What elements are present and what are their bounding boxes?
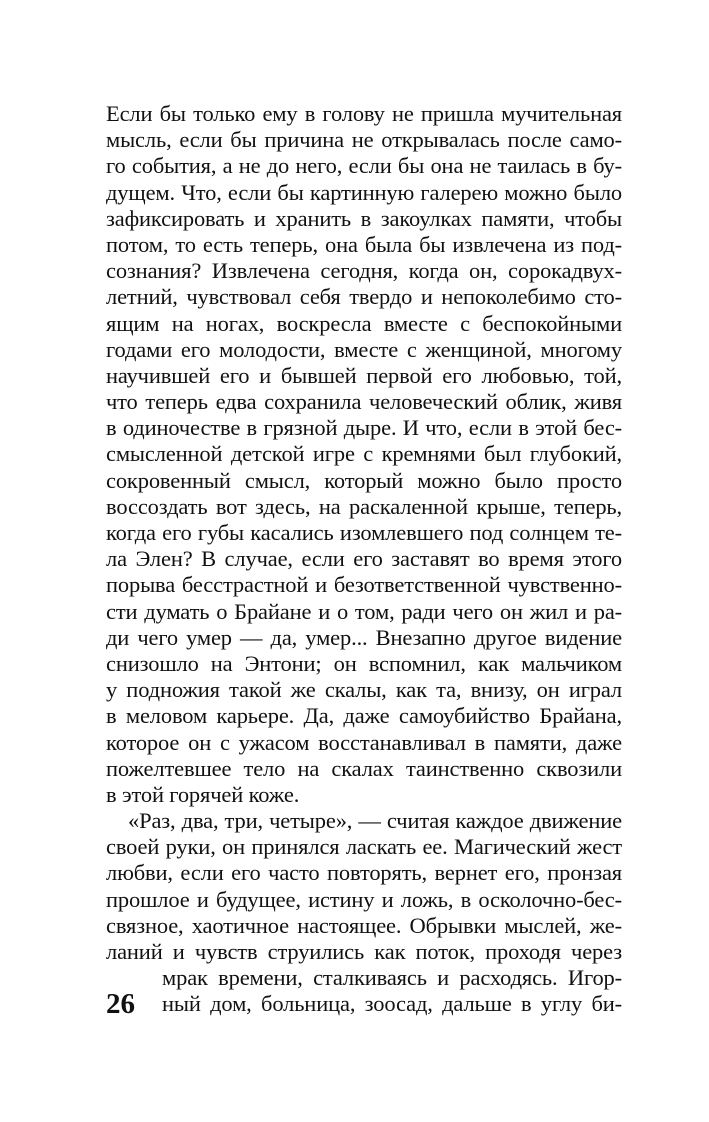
text-line: когда его губы касались изомлевшего под солнцем те-	[106, 520, 622, 545]
text-line: что теперь едва сохранила человеческий облик, живя	[106, 389, 622, 415]
text-line: в этой горячей коже.	[106, 781, 300, 807]
text-line: ди чего умер — да, умер... Внезапно другое видение	[106, 624, 622, 650]
text-line: в меловом карьере. Да, даже самоубийство Брайана,	[106, 703, 622, 729]
text-line: пожелтевшее тело на скалах таинственно сквозили	[106, 755, 622, 781]
text-line: в одиночестве в грязной дыре. И что, если в этой бес-	[106, 415, 622, 441]
body-text	[106, 101, 622, 1018]
text-line: связное, хаотичное настоящее. Обрывки мыслей, же-	[106, 912, 622, 938]
text-line: ящим на ногах, воскресла вместе с беспокойными	[106, 310, 622, 336]
text-line: «Раз, два, три, четыре», — считая каждое движение	[128, 808, 622, 834]
text-line: воссоздать вот здесь, на раскаленной крыше, теперь,	[106, 493, 622, 519]
text-line: любви, если его часто повторять, вернет его, пронзая	[106, 860, 622, 886]
text-line: Если бы только ему в голову не пришла мучительная	[106, 101, 622, 126]
text-line: смысленной детской игре с кремнями был глубокий,	[106, 441, 622, 467]
text-line: летний, чувствовал себя твердо и непоколебимо сто-	[106, 284, 622, 310]
text-line: го события, а не до него, если бы она не таилась в бу-	[106, 153, 622, 179]
text-line: ный дом, больница, зоосад, дальше в углу би-	[162, 991, 622, 1017]
text-line: ланий и чувств струились как поток, проходя через	[106, 939, 622, 964]
text-line: которое он с ужасом восстанавливал в памяти, даже	[106, 729, 622, 755]
text-line: зафиксировать и хранить в закоулках памяти, чтобы	[106, 205, 622, 231]
text-line: мысль, если бы причина не открывалась после само-	[106, 127, 622, 153]
text-line: сознания? Извлечена сегодня, когда он, сорокадвух-	[106, 258, 622, 284]
text-line: дущем. Что, если бы картинную галерею можно было	[106, 179, 622, 205]
page-number: 26	[106, 988, 135, 1020]
text-line: потом, то есть теперь, она была бы извлечена из под-	[106, 231, 622, 257]
text-line: мрак времени, сталкиваясь и расходясь. Игор-	[162, 965, 622, 991]
text-line: сокровенный смысл, который можно было просто	[106, 467, 622, 493]
text-line: ла Элен? В случае, если его заставят во время этого	[106, 546, 622, 572]
text-line: сти думать о Брайане и о том, ради чего он жил и ра-	[106, 598, 622, 624]
text-line: порыва бесстрастной и безответственной чувственно-	[106, 572, 622, 598]
text-line: годами его молодости, вместе с женщиной, многому	[106, 336, 622, 362]
text-line: у подножия такой же скалы, как та, внизу, он играл	[106, 677, 622, 703]
text-line: прошлое и будущее, истину и ложь, в осколочно-бес-	[106, 886, 622, 912]
text-line: снизошло на Энтони; он вспомнил, как мальчиком	[106, 650, 622, 676]
text-line: научившей его и бывшей первой его любовью, той,	[106, 362, 622, 388]
text-line: своей руки, он принялся ласкать ее. Магический жест	[106, 834, 622, 860]
